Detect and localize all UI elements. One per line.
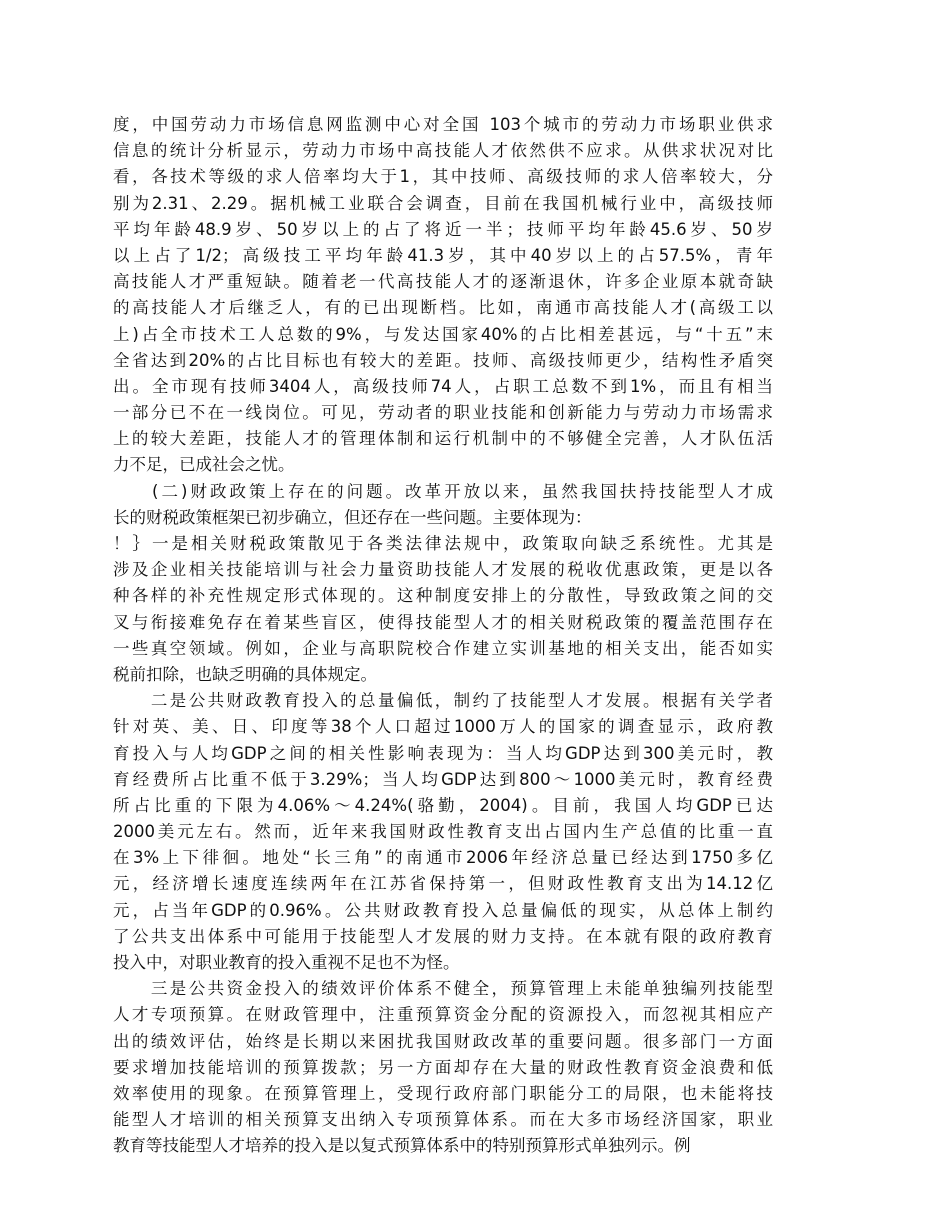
text-line: 人才专项预算。在财政管理中，注重预算资金分配的资源投入，而忽视其相应产 bbox=[113, 1005, 773, 1025]
text-line: 2000美元左右。然而，近年来我国财政性教育支出占国内生产总值的比重一直 bbox=[113, 822, 773, 842]
text-line: 种各样的补充性规定形式体现的。这种制度安排上的分散性，导致政策之间的交 bbox=[113, 586, 773, 606]
text-line: 叉与衔接难免存在着某些盲区，使得技能型人才的相关财税政策的覆盖范围存在 bbox=[113, 612, 773, 632]
paragraph bbox=[113, 112, 773, 479]
text-line: 二是公共财政教育投入的总量偏低，制约了技能型人才发展。根据有关学者 bbox=[113, 691, 773, 711]
text-line: 别为2.31、2.29。据机械工业联合会调查，目前在我国机械行业中，高级技师 bbox=[113, 193, 773, 213]
text-line: 看，各技术等级的求人倍率均大于1，其中技师、高级技师的求人倍率较大，分 bbox=[113, 167, 773, 187]
text-line: 针对英、美、日、印度等38个人口超过1000万人的国家的调查显示，政府教 bbox=[113, 717, 773, 737]
text-line: 了公共支出体系中可能用于技能型人才发展的财力支持。在本就有限的政府教育 bbox=[113, 926, 773, 946]
text-line: 一些真空领域。例如，企业与高职院校合作建立实训基地的相关支出，能否如实 bbox=[113, 638, 773, 658]
text-line: 长的财税政策框架已初步确立，但还存在一些问题。主要体现为： bbox=[113, 507, 592, 527]
text-line: 元，经济增长速度连续两年在江苏省保持第一，但财政性教育支出为14.12亿 bbox=[113, 874, 773, 894]
text-line: 元，占当年GDP的0.96%。公共财政教育投入总量偏低的现实，从总体上制约 bbox=[113, 900, 773, 920]
text-line: 在3%上下徘徊。地处“长三角”的南通市2006年经济总量已经达到1750多亿 bbox=[113, 848, 773, 868]
text-line: 一部分已不在一线岗位。可见，劳动者的职业技能和创新能力与劳动力市场需求 bbox=[113, 403, 773, 423]
text-line: 育投入与人均GDP之间的相关性影响表现为：当人均GDP达到300美元时，教 bbox=[113, 743, 773, 763]
text-line: 投入中，对职业教育的投入重视不足也不为怪。 bbox=[113, 953, 460, 972]
text-line: 税前扣除，也缺乏明确的具体规定。 bbox=[113, 664, 377, 684]
paragraph bbox=[113, 976, 773, 1159]
text-line: 上)占全市技术工人总数的9%，与发达国家40%的占比相差甚远，与“十五”末 bbox=[113, 324, 773, 344]
text-line: (二)财政政策上存在的问题。改革开放以来，虽然我国扶持技能型人才成 bbox=[113, 481, 773, 501]
paragraph bbox=[113, 479, 773, 531]
paragraph bbox=[113, 531, 773, 688]
document-body bbox=[113, 112, 773, 1160]
text-line: 能型人才培训的相关预算支出纳入专项预算体系。而在大多市场经济国家，职业 bbox=[113, 1110, 773, 1130]
text-line: ！｝一是相关财税政策散见于各类法律法规中，政策取向缺乏系统性。尤其是 bbox=[113, 534, 773, 553]
text-line: 三是公共资金投入的绩效评价体系不健全，预算管理上未能单独编列技能型 bbox=[113, 979, 773, 999]
text-line: 高技能人才严重短缺。随着老一代高技能人才的逐渐退休，许多企业原本就奇缺 bbox=[113, 272, 773, 292]
text-line: 教育等技能型人才培养的投入是以复式预算体系中的特别预算形式单独列示。例 bbox=[113, 1136, 691, 1156]
text-line: 涉及企业相关技能培训与社会力量资助技能人才发展的税收优惠政策，更是以各 bbox=[113, 560, 773, 580]
text-line: 育经费所占比重不低于3.29%；当人均GDP达到800～1000美元时，教育经费 bbox=[113, 769, 773, 789]
text-line: 出的绩效评估，始终是长期以来困扰我国财政改革的重要问题。很多部门一方面 bbox=[113, 1031, 773, 1051]
text-line: 要求增加技能培训的预算拨款；另一方面却存在大量的财政性教育资金浪费和低 bbox=[113, 1057, 773, 1077]
text-line: 的高技能人才后继乏人，有的已出现断档。比如，南通市高技能人才(高级工以 bbox=[113, 298, 773, 318]
text-line: 所占比重的下限为4.06%～4.24%(骆勤，2004)。目前，我国人均GDP已达 bbox=[113, 795, 773, 815]
text-line: 度，中国劳动力市场信息网监测中心对全国 103个城市的劳动力市场职业供求 bbox=[113, 115, 773, 134]
text-line: 全省达到20%的占比目标也有较大的差距。技师、高级技师更少，结构性矛盾突 bbox=[113, 350, 773, 370]
text-line: 出。全市现有技师3404人，高级技师74人，占职工总数不到1%，而且有相当 bbox=[113, 376, 773, 396]
text-line: 力不足，已成社会之忧。 bbox=[113, 455, 295, 475]
text-line: 信息的统计分析显示，劳动力市场中高技能人才依然供不应求。从供求状况对比 bbox=[113, 141, 773, 161]
text-line: 平均年龄48.9岁、50岁以上的占了将近一半；技师平均年龄45.6岁、50岁 bbox=[113, 219, 773, 239]
text-line: 效率使用的现象。在预算管理上，受现行政府部门职能分工的局限，也未能将技 bbox=[113, 1083, 773, 1103]
text-line: 上的较大差距，技能人才的管理体制和运行机制中的不够健全完善，人才队伍活 bbox=[113, 429, 773, 449]
text-line: 以上占了1/2；高级技工平均年龄41.3岁，其中40岁以上的占57.5%，青年 bbox=[113, 245, 773, 265]
paragraph bbox=[113, 688, 773, 976]
